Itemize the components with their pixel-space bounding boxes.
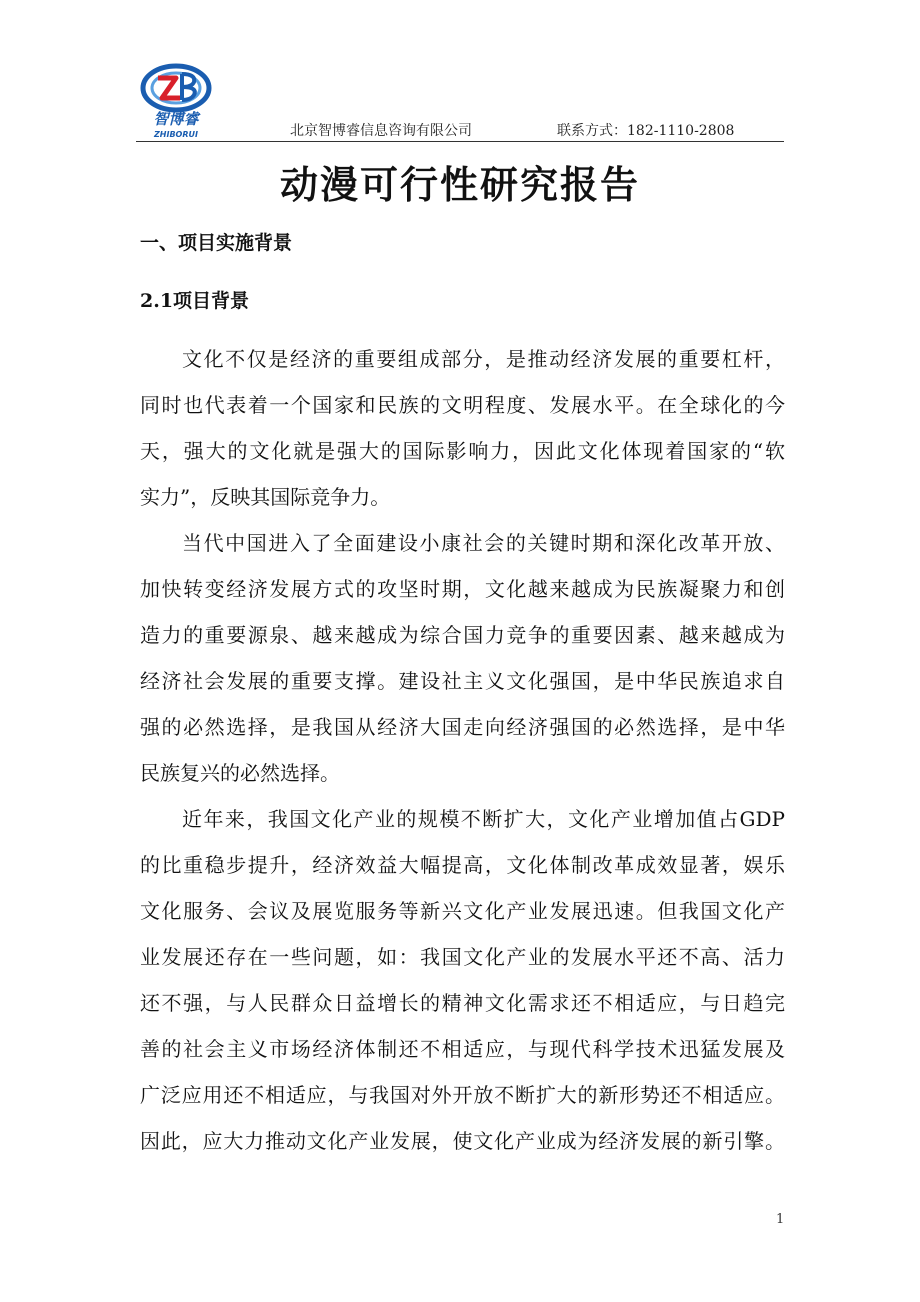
page-number: 1 (776, 1212, 785, 1227)
paragraph-3 (140, 796, 785, 1164)
svg-text:ZHIBORUI: ZHIBORUI (153, 130, 199, 139)
paragraph-line: 的比重稳步提升，经济效益大幅提高，文化体制改革成效显著，娱乐 (140, 853, 785, 877)
paragraph-line: 近年来，我国文化产业的规模不断扩大，文化产业增加值占GDP (182, 807, 785, 831)
paragraph-line: 民族复兴的必然选择。 (140, 761, 340, 785)
paragraph-line: 因此，应大力推动文化产业发展，使文化产业成为经济发展的新引擎。 (140, 1129, 785, 1153)
header-company-name: 北京智博睿信息咨询有限公司 (290, 123, 472, 139)
paragraph-line: 经济社会发展的重要支撑。建设社主义文化强国，是中华民族追求自 (140, 669, 785, 693)
paragraph-line: 文化不仅是经济的重要组成部分，是推动经济发展的重要杠杆， (182, 347, 785, 371)
paragraph-line: 广泛应用还不相适应，与我国对外开放不断扩大的新形势还不相适应。 (140, 1083, 785, 1107)
company-logo (136, 58, 216, 140)
paragraph-line: 实力”，反映其国际竞争力。 (140, 485, 391, 509)
paragraph-line: 当代中国进入了全面建设小康社会的关键时期和深化改革开放、 (182, 531, 785, 555)
paragraph-line: 加快转变经济发展方式的攻坚时期，文化越来越成为民族凝聚力和创 (140, 577, 785, 601)
paragraph-line: 业发展还存在一些问题，如：我国文化产业的发展水平还不高、活力 (140, 945, 785, 969)
paragraph-line: 文化服务、会议及展览服务等新兴文化产业发展迅速。但我国文化产 (140, 899, 785, 923)
svg-text:智博睿: 智博睿 (153, 110, 199, 128)
paragraph-1 (140, 336, 785, 520)
header-divider (136, 141, 784, 142)
document-title: 动漫可行性研究报告 (279, 162, 640, 207)
paragraph-line: 天，强大的文化就是强大的国际影响力，因此文化体现着国家的“软 (140, 439, 785, 463)
paragraph-line: 强的必然选择，是我国从经济大国走向经济强国的必然选择，是中华 (140, 715, 785, 739)
paragraph-line: 同时也代表着一个国家和民族的文明程度、发展水平。在全球化的今 (140, 393, 785, 417)
subsection-heading: 2.1项目背景 (140, 290, 250, 312)
paragraph-line: 善的社会主义市场经济体制还不相适应，与现代科学技术迅猛发展及 (140, 1037, 785, 1061)
header-contact-info: 联系方式：182-1110-2808 (557, 123, 735, 139)
paragraph-2 (140, 520, 785, 796)
document-body (140, 336, 785, 1164)
paragraph-line: 造力的重要源泉、越来越成为综合国力竞争的重要因素、越来越成为 (140, 623, 785, 647)
section-heading: 一、项目实施背景 (140, 232, 293, 254)
paragraph-line: 还不强，与人民群众日益增长的精神文化需求还不相适应，与日趋完 (140, 991, 785, 1015)
zhiborui-logo-icon (136, 58, 216, 140)
